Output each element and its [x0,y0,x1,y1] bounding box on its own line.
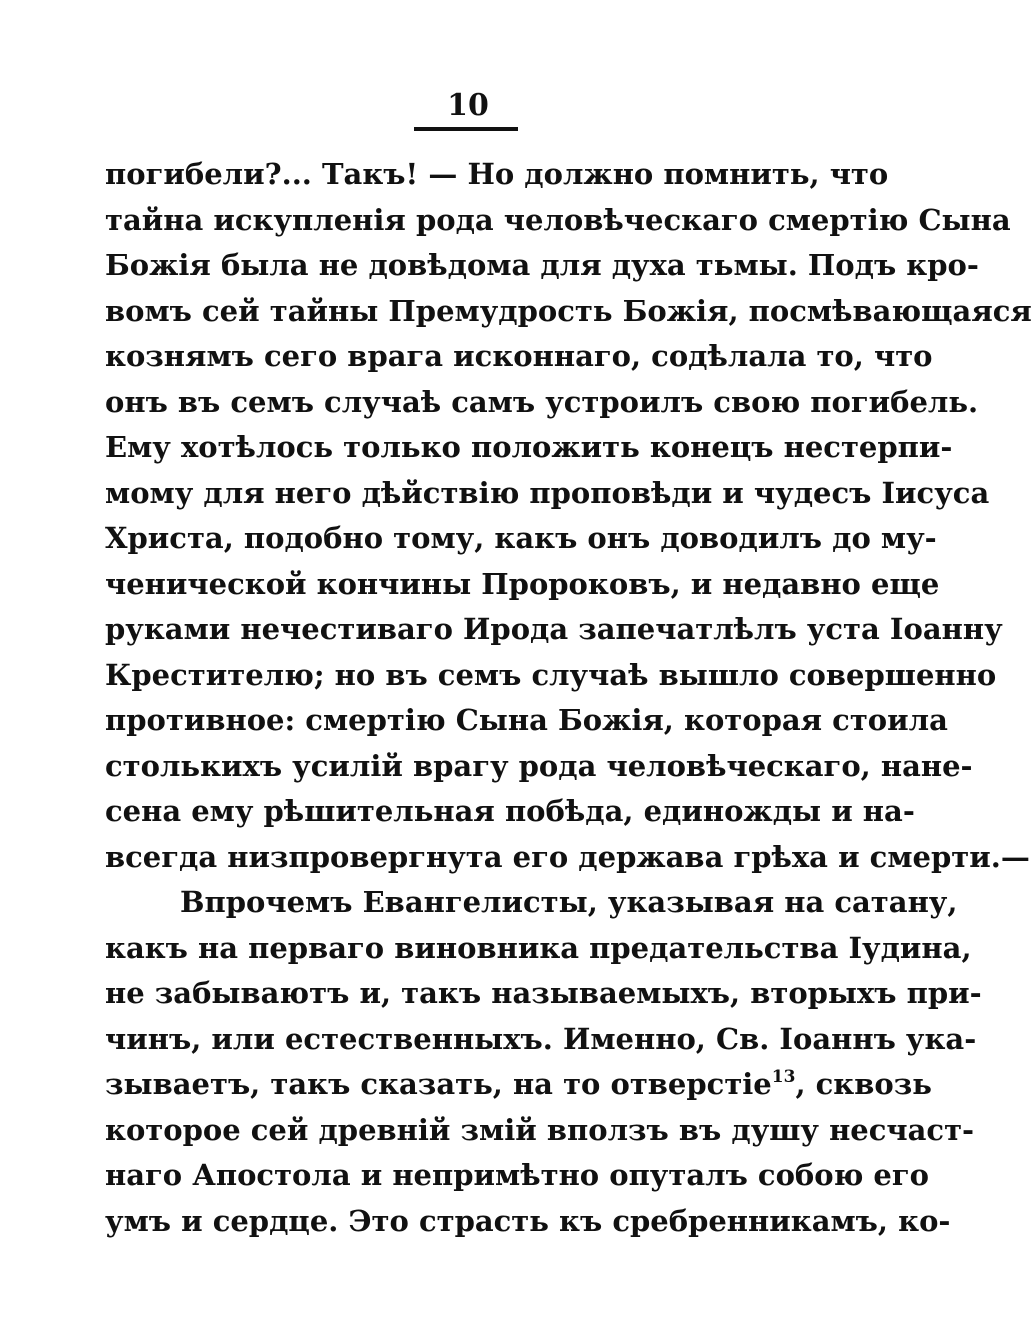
text-line: столькихъ усилій врагу рода человѣческаго, нане- [105,748,973,783]
text-line: Христа, подобно тому, какъ онъ доводилъ до му- [105,521,937,555]
text-line: ченической кончины Пророковъ, и недавно еще [105,566,940,601]
text-line-head: зываетъ, такъ сказать, на то отверстіе [105,1067,772,1101]
page-number: 10 [447,88,489,123]
text-line: мому для него дѣйствію проповѣди и чудесъ Іисуса [105,475,990,510]
text-line: не забываютъ и, такъ называемыхъ, вторыхъ при- [105,976,982,1010]
text-line-tail: , сквозь [795,1067,932,1101]
text-line: кознямъ сего врага исконнаго, содѣлала то, что [105,339,933,373]
page-number-rule [414,127,518,131]
body-text [105,152,1032,1244]
text-line: руками нечестиваго Ирода запечатлѣлъ уста Іоанну [105,612,1003,646]
text-line: противное: смертію Сына Божія, которая стоила [105,703,948,737]
text-line: вомъ сей тайны Премудрость Божія, посмѣвающаяся [105,293,1032,328]
text-line: Ему хотѣлось только положить конецъ нестерпи- [105,430,953,464]
text-line-with-footnote [105,1062,932,1108]
footnote-ref: 13 [771,1067,796,1087]
text-line: онъ въ семъ случаѣ самъ устроилъ свою погибель. [105,384,979,419]
paragraph [105,152,1032,880]
text-line: Крестителю; но въ семъ случаѣ вышло совершенно [105,657,997,692]
text-line: чинъ, или естественныхъ. Именно, Св. Іоаннъ ука- [105,1021,977,1056]
text-line: всегда низпровергнута его держава грѣха и смерти.— [105,839,1030,874]
text-line: сена ему рѣшительная побѣда, единожды и на- [105,794,915,828]
text-line: Впрочемъ Евангелисты, указывая на сатану, [180,885,958,919]
text-line: тайна искупленія рода человѣческаго смертію Сына [105,202,1011,237]
text-line: погибели?... Такъ! — Но должно помнить, что [105,157,889,191]
paragraph [105,880,982,1244]
text-line: наго Апостола и непримѣтно опуталъ собою его [105,1158,929,1192]
text-line: умъ и сердце. Это страсть къ сребренникамъ, ко- [105,1203,951,1238]
text-line: которое сей древній змій вползъ въ душу несчаст- [105,1112,975,1147]
text-line: Божія была не довѣдома для духа тьмы. Подъ кро- [105,248,979,282]
text-line: какъ на перваго виновника предательства Іудина, [105,930,972,965]
